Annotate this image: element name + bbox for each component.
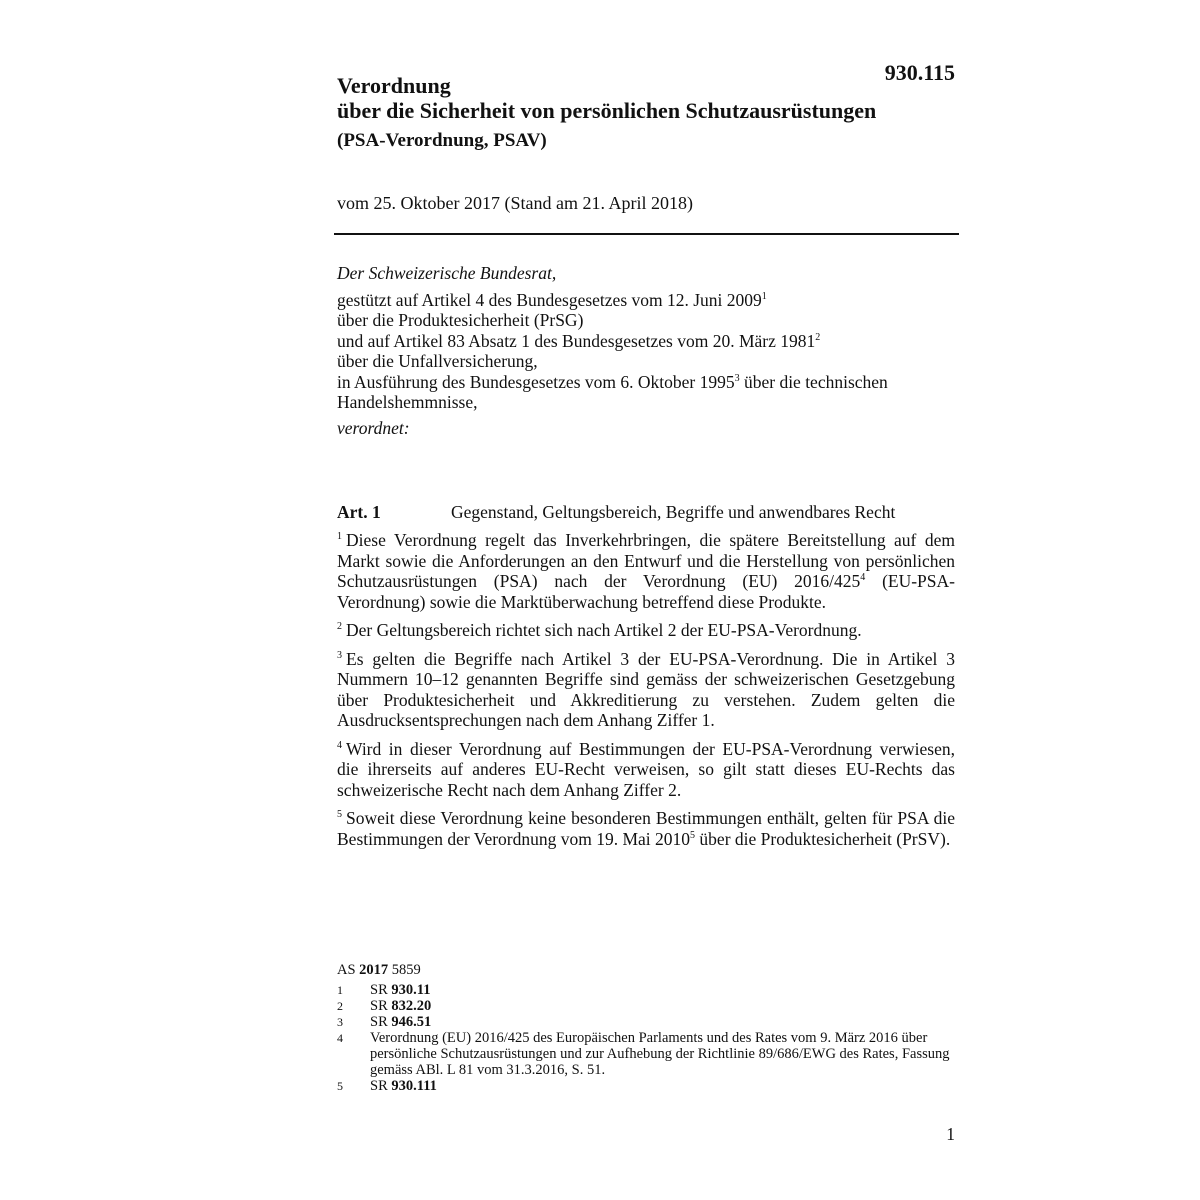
paragraph-text: Soweit diese Verordnung keine besonderen Bestimmungen enthält, gelten für PSA die Bestimmungen der Verordnung vom 19. Mai 2010 — [337, 808, 955, 849]
preamble-basis-line — [337, 331, 957, 352]
preamble-basis-line — [337, 351, 957, 372]
short-title: (PSA-Verordnung, PSAV) — [337, 130, 547, 151]
footnote-text — [370, 982, 957, 998]
footnote-number: 2 — [337, 999, 343, 1013]
footnotes — [337, 962, 957, 1094]
article-paragraph — [337, 739, 955, 801]
footnote-text — [370, 1014, 957, 1030]
basis-text: und auf Artikel 83 Absatz 1 des Bundesgesetzes vom 20. März 1981 — [337, 330, 816, 351]
paragraph-text: Es gelten die Begriffe nach Artikel 3 der EU-PSA-Verordnung. Die in Artikel 3 Nummern 10–12 genannten Begriffe sind gemäss der schweizerischen Gesetzgebung über Produktesicherheit und Akkreditierung zu verstehen. Zudem gelten die Ausdrucksentsprechungen nach dem Anhang Ziffer 1. — [337, 648, 955, 730]
footnote-text — [370, 1078, 957, 1094]
footnote-number: 3 — [337, 1015, 343, 1029]
paragraph-text: Diese Verordnung regelt das Inverkehrbringen, die spätere Bereitstellung auf dem Markt sowie die Anforderungen an den Entwurf und die Herstellung von persönlichen Schutzausrüstungen (PSA) nach der Verordnung (EU) 2016/425 — [337, 530, 955, 591]
basis-text: über die technischen Handelshemmnisse, — [337, 371, 888, 412]
preamble — [337, 263, 957, 438]
date-line: vom 25. Oktober 2017 (Stand am 21. April 2018) — [337, 193, 693, 213]
as-prefix: AS — [337, 962, 360, 978]
footnote-ref[interactable]: 2 — [815, 331, 821, 343]
preamble-authority: Der Schweizerische Bundesrat, — [337, 263, 557, 283]
footnote-ref[interactable]: 1 — [761, 290, 767, 302]
official-compilation-ref — [337, 962, 957, 978]
article-paragraph — [337, 808, 955, 849]
as-year: 2017 — [359, 962, 389, 978]
footnote-prefix: SR — [370, 998, 392, 1014]
paragraph-text: Wird in dieser Verordnung auf Bestimmungen der EU-PSA-Verordnung verwiesen, die ihrerseits auf anderes EU-Recht verweisen, so gilt statt dieses EU-Rechts das schweizerische Recht nach dem Anhang Ziffer 2. — [337, 738, 955, 800]
footnote-sr-link[interactable]: 832.20 — [391, 998, 432, 1014]
footnote-text — [370, 998, 957, 1014]
footnote-number: 1 — [337, 983, 343, 997]
basis-text: über die Produktesicherheit (PrSG) — [337, 310, 584, 330]
as-page: 5859 — [388, 962, 421, 978]
paragraph-text: über die Produktesicherheit (PrSV). — [695, 828, 951, 849]
paragraph-number: 5 — [337, 809, 342, 821]
footnote-ref[interactable]: 5 — [690, 829, 696, 841]
paragraph-number: 4 — [337, 739, 342, 751]
preamble-basis-line — [337, 310, 957, 331]
document-title — [337, 73, 957, 123]
footnote-prefix: SR — [370, 982, 392, 998]
footnote-text: Verordnung (EU) 2016/425 des Europäischen Parlaments und des Rates vom 9. März 2016 über persönliche Schutzausrüstungen und zur Aufhebung der Richtlinie 89/686/EWG des Rates, Fassung gemäss ABl. L 81 vom 31.3.2016, S. 51. — [370, 1030, 950, 1078]
horizontal-rule — [334, 233, 959, 235]
title-line: Verordnung — [337, 73, 451, 98]
footnote-prefix: SR — [370, 1014, 392, 1030]
footnote-sr-link[interactable]: 930.11 — [391, 982, 431, 998]
footnote-prefix: SR — [370, 1078, 392, 1094]
footnote — [337, 1030, 957, 1078]
footnote-sr-link[interactable]: 930.111 — [391, 1078, 437, 1094]
article-heading — [337, 502, 957, 523]
preamble-decree: verordnet: — [337, 417, 410, 438]
paragraph-number: 2 — [337, 621, 342, 633]
basis-text: in Ausführung des Bundesgesetzes vom 6. Oktober 1995 — [337, 371, 735, 392]
paragraph-text: (EU-PSA-Verordnung) sowie die Marktüberwachung betreffend diese Produkte. — [337, 571, 955, 612]
article-paragraph — [337, 530, 955, 612]
footnote-ref[interactable]: 3 — [734, 372, 740, 384]
paragraph-number: 3 — [337, 649, 342, 661]
page-number: 1 — [946, 1124, 955, 1144]
preamble-basis-line — [337, 372, 957, 413]
footnote-number: 4 — [337, 1031, 343, 1045]
footnote — [337, 1014, 957, 1030]
sr-number: 930.115 — [884, 60, 955, 85]
paragraph-text: Der Geltungsbereich richtet sich nach Artikel 2 der EU-PSA-Verordnung. — [346, 620, 862, 640]
footnote — [337, 982, 957, 998]
paragraph-number: 1 — [337, 531, 342, 543]
basis-text: gestützt auf Artikel 4 des Bundesgesetzes vom 12. Juni 2009 — [337, 289, 762, 310]
preamble-basis-line — [337, 290, 957, 311]
article-title: Gegenstand, Geltungsbereich, Begriffe und anwendbares Recht — [451, 502, 896, 522]
footnote-ref[interactable]: 4 — [860, 572, 866, 584]
footnote — [337, 1078, 957, 1094]
article-paragraph — [337, 649, 955, 731]
basis-text: über die Unfallversicherung, — [337, 351, 538, 371]
footnote-sr-link[interactable]: 946.51 — [391, 1014, 432, 1030]
article-body — [337, 530, 955, 857]
article-number: Art. 1 — [337, 502, 381, 522]
footnote — [337, 998, 957, 1014]
footnote-number: 5 — [337, 1079, 343, 1093]
title-line: über die Sicherheit von persönlichen Schutzausrüstungen — [337, 98, 877, 123]
article-paragraph — [337, 620, 955, 641]
